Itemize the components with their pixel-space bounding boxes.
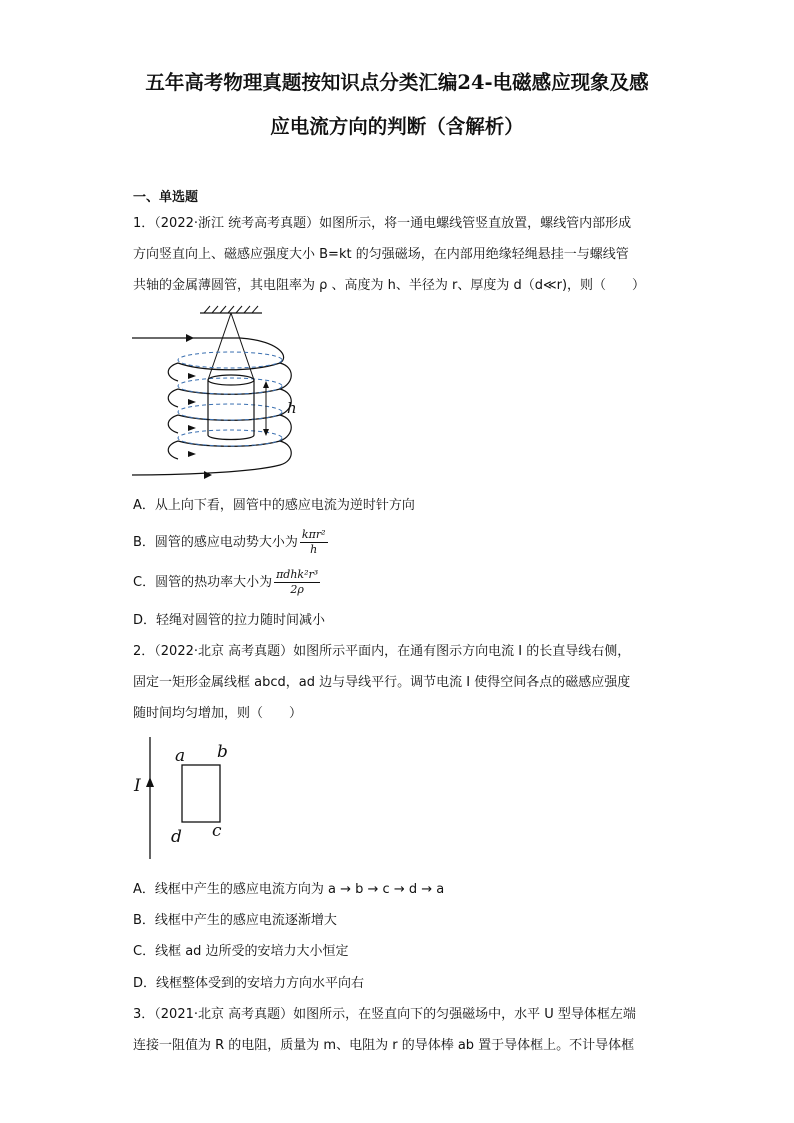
q1-stem-line-1: 1．（2022·浙江 统考高考真题）如图所示，将一通电螺线管竖直放置，螺线管内部形成	[133, 216, 632, 231]
q1-option-c-denominator: 2ρ	[290, 583, 304, 596]
q1-option-b[interactable]	[133, 528, 328, 557]
q1-option-d[interactable]: D．轻绳对圆管的拉力随时间减小	[133, 613, 326, 628]
q2-stem-line-2: 固定一矩形金属线框 abcd，ad 边与导线平行。调节电流 I 使得空间各点的磁感应强度	[133, 675, 631, 690]
q1-stem-line-2: 方向竖直向上、磁感应强度大小 B=kt 的匀强磁场，在内部用绝缘轻绳悬挂一与螺线管	[133, 247, 629, 262]
q2-option-c[interactable]: C．线框 ad 边所受的安培力大小恒定	[133, 944, 349, 959]
q1-option-c-fraction	[274, 568, 320, 597]
q3-stem-line-2: 连接一阻值为 R 的电阻，质量为 m、电阻为 r 的导体棒 ab 置于导体框上。不计导体框	[133, 1038, 635, 1053]
q1-option-b-text: B．圆管的感应电动势大小为	[133, 535, 298, 550]
document-title-line-1: 五年高考物理真题按知识点分类汇编24-电磁感应现象及感	[145, 71, 649, 94]
q2-label-current-I: I	[134, 776, 141, 796]
q1-figure-label-h: h	[287, 399, 297, 417]
q1-option-b-denominator: h	[310, 543, 318, 556]
document-title-line-2: 应电流方向的判断（含解析）	[270, 115, 524, 138]
q1-option-c-text: C．圆管的热功率大小为	[133, 575, 273, 590]
q2-stem-line-1: 2．（2022·北京 高考真题）如图所示平面内，在通有图示方向电流 I 的长直导线右侧，	[133, 644, 631, 659]
q2-option-d[interactable]: D．线框整体受到的安培力方向水平向右	[133, 976, 365, 991]
q1-option-b-numerator: kπr²	[301, 528, 326, 541]
q3-stem-line-1: 3．（2021·北京 高考真题）如图所示，在竖直向下的匀强磁场中，水平 U 型导体框左端	[133, 1007, 636, 1022]
q2-label-b: b	[217, 742, 228, 762]
q2-label-c: c	[212, 821, 222, 841]
q1-option-b-fraction	[300, 528, 328, 557]
q1-option-c-numerator: πdhk²r³	[276, 568, 319, 581]
section-heading: 一、单选题	[133, 190, 199, 205]
q2-option-a[interactable]: A．线框中产生的感应电流方向为 a → b → c → d → a	[133, 882, 445, 897]
q2-stem-line-3: 随时间均匀增加，则（ ）	[133, 706, 303, 721]
q2-label-a: a	[175, 746, 186, 766]
q2-option-b[interactable]: B．线框中产生的感应电流逐渐增大	[133, 913, 337, 928]
q1-stem-line-3: 共轴的金属薄圆管，其电阻率为 ρ 、高度为 h、半径为 r、厚度为 d（d≪r)，则（ ）	[133, 278, 646, 293]
q1-option-c[interactable]	[133, 568, 320, 597]
q2-label-d: d	[171, 827, 182, 847]
q1-option-a[interactable]: A．从上向下看，圆管中的感应电流为逆时针方向	[133, 498, 415, 513]
q1-solenoid-figure	[130, 305, 305, 480]
q2-wire-loop-figure	[130, 735, 240, 861]
